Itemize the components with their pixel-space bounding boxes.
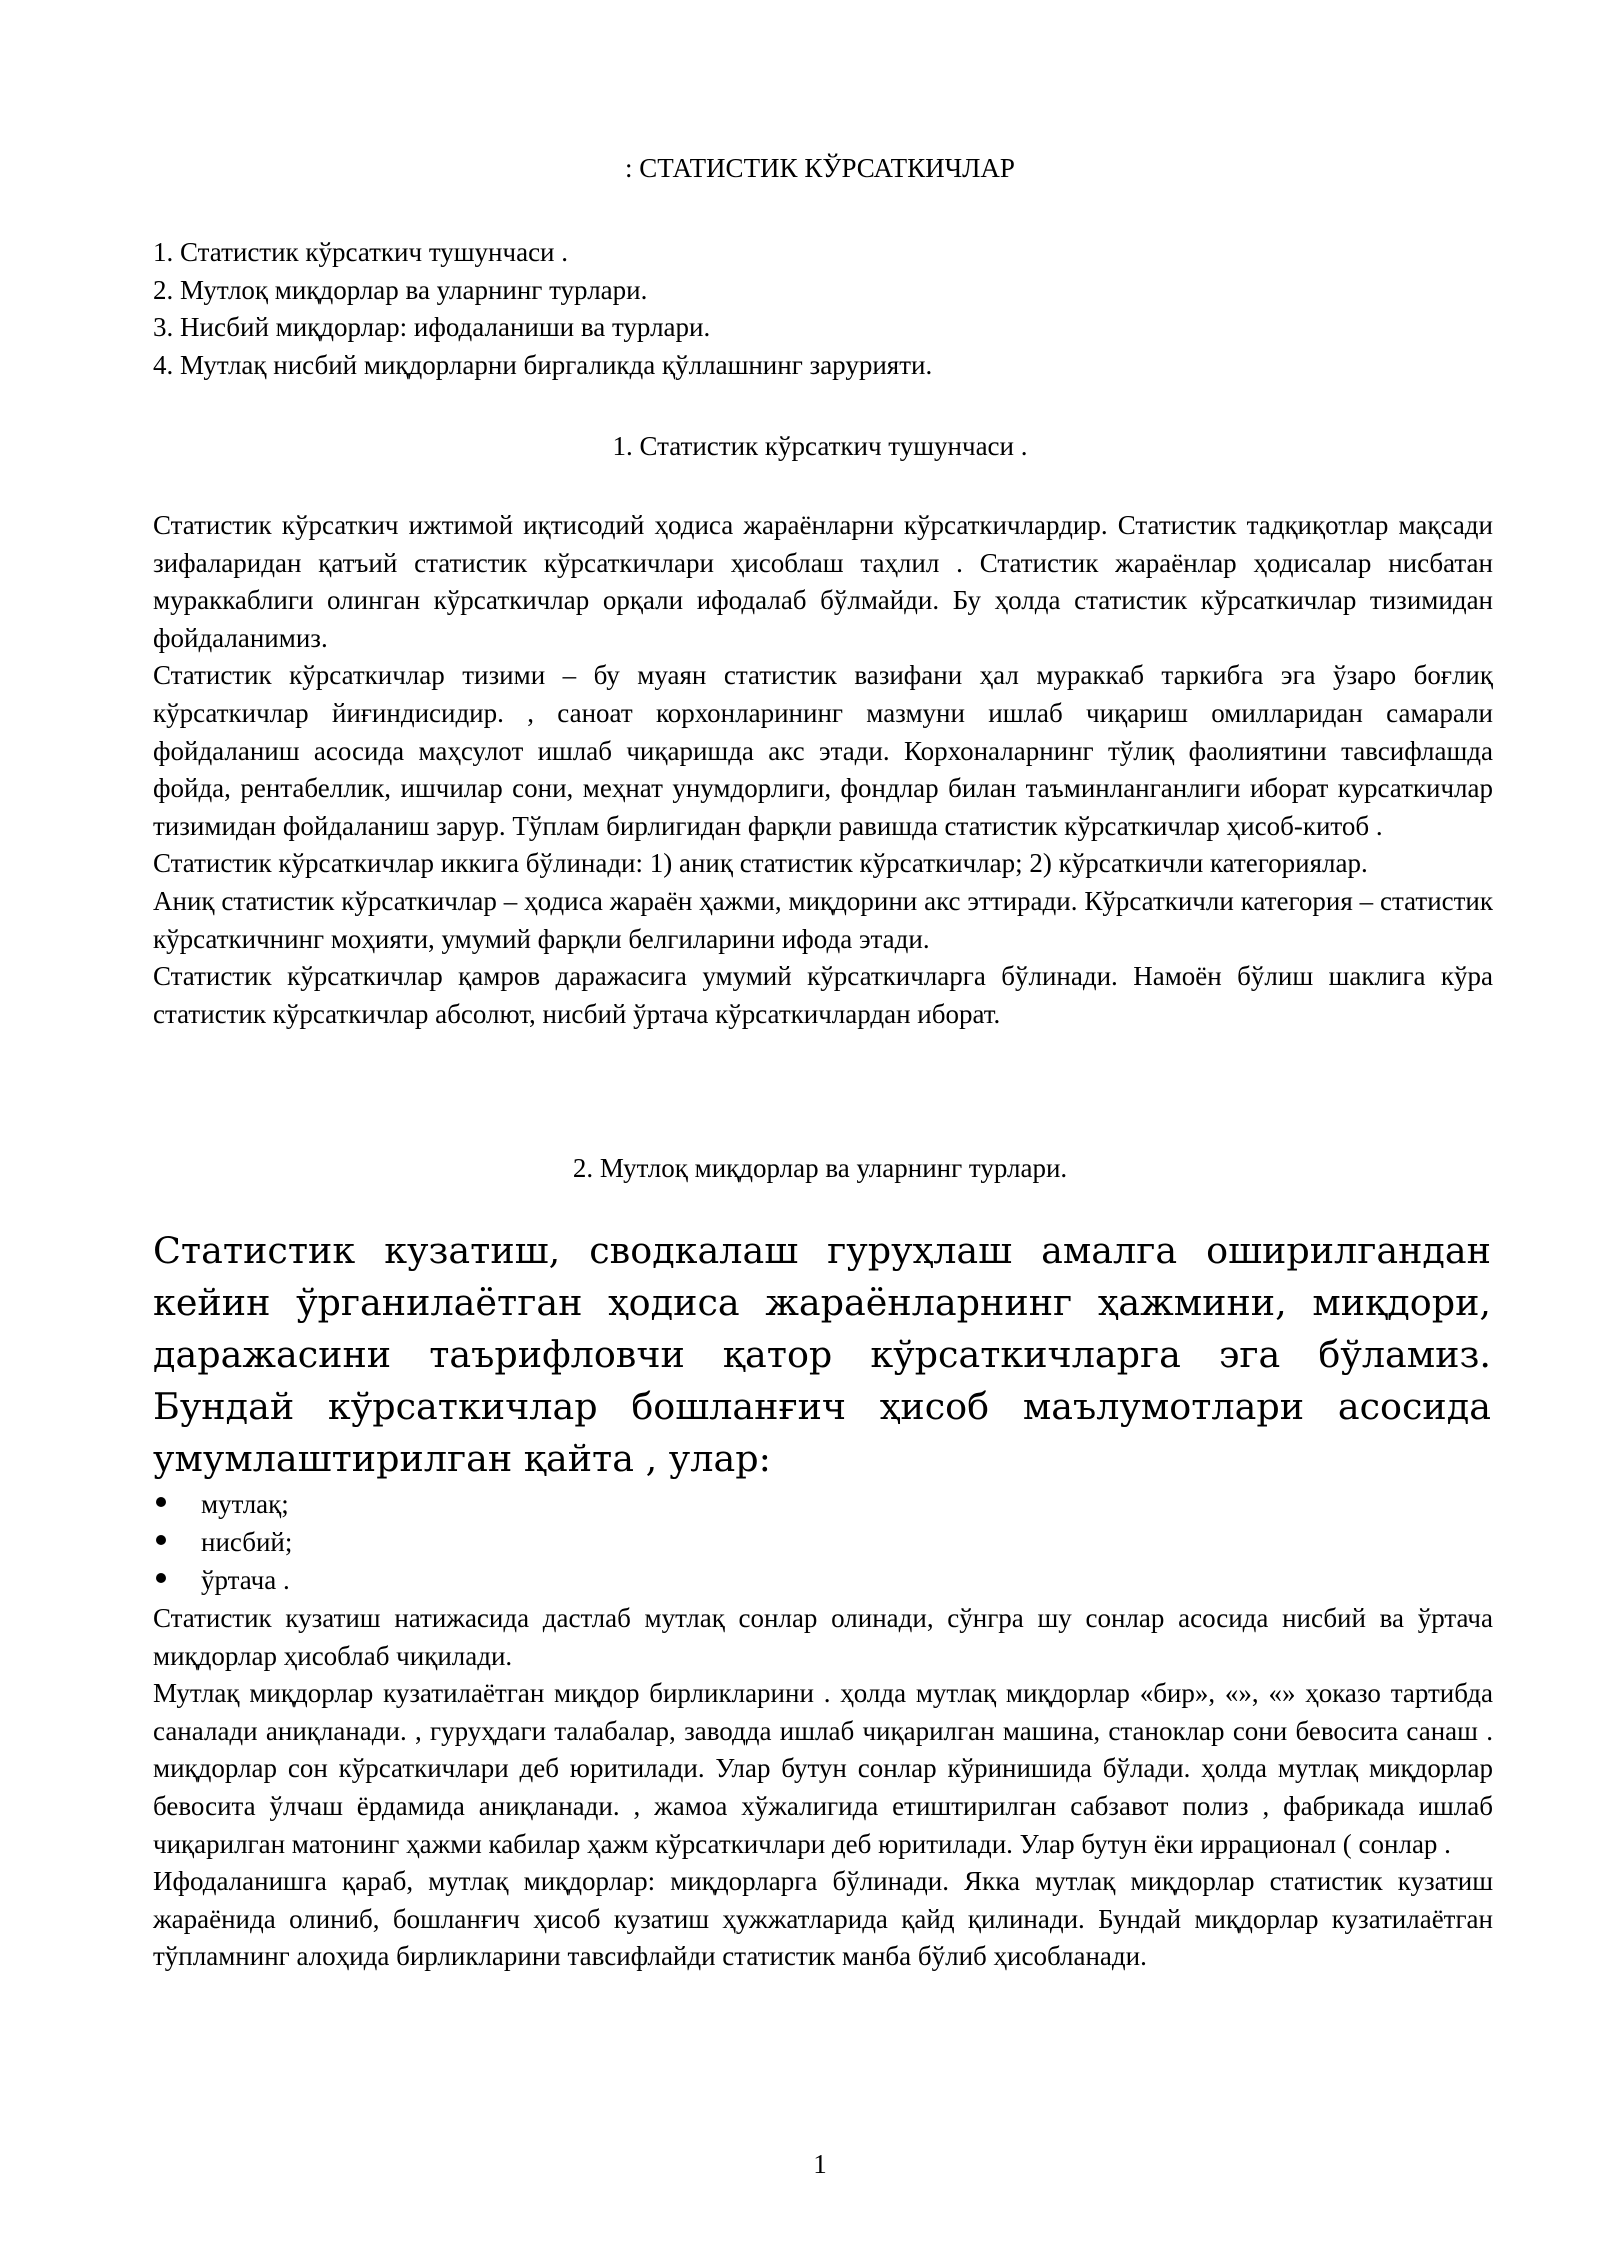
toc-item: 3. Нисбий миқдорлар: ифодаланиши ва турлари.: [153, 312, 711, 342]
bullet-item: [153, 1523, 292, 1561]
bullet-text: нисбий;: [201, 1527, 293, 1557]
paragraph: Аниқ статистик кўрсаткичлар – ҳодиса жараён ҳажми, миқдорини акс эттиради. Кўрсаткичли категория – статистик кўрсаткичнинг моҳияти, умумий фарқли белгиларини ифода этади.: [153, 885, 1493, 954]
section-heading: 1. Статистик кўрсаткич тушунчаси .: [612, 431, 1028, 461]
bullet-icon: [156, 1535, 166, 1545]
toc-item: 1. Статистик кўрсаткич тушунчаси .: [153, 237, 569, 267]
bullet-text: мутлақ;: [201, 1489, 289, 1519]
paragraph: Статистик кузатиш натижасида дастлаб мутлақ сонлар олинади, сўнгра шу сонлар асосида нисбий ва ўртача миқдорлар ҳисоблаб чиқилади.: [153, 1603, 1493, 1671]
bullet-text: ўртача .: [201, 1565, 290, 1595]
document-title: : СТАТИСТИК КЎРСАТКИЧЛАР: [625, 153, 1015, 183]
section-heading: 2. Мутлоқ миқдорлар ва уларнинг турлари.: [572, 1153, 1068, 1183]
page-number: 1: [813, 2149, 827, 2179]
section-body: [153, 507, 1493, 1033]
paragraph: Ифодаланишга қараб, мутлақ миқдорлар: миқдорларга бўлинади. Якка мутлақ миқдорлар статистик кузатиш жараёнида олиниб, бошланғич ҳисоб кузатиш ҳужжатларида қайд қилинади. Бундай миқдорлар кузатилаётган тўпламнинг алоҳида бирликларини тавсифлайди статистик манба бўлиб ҳисобланади.: [153, 1866, 1493, 1972]
paragraph: Статистик кўрсаткичлар иккига бўлинади: 1) аниқ статистик кўрсаткичлар; 2) кўрсаткичли категориялар.: [153, 848, 1368, 879]
bullet-item: [153, 1561, 292, 1599]
section-body: [153, 1600, 1493, 1976]
bullet-item: [153, 1485, 292, 1523]
toc-item: 4. Мутлақ нисбий миқдорларни биргаликда қўллашнинг зарурияти.: [153, 349, 933, 380]
bullet-icon: [156, 1573, 166, 1583]
bullet-list: [153, 1485, 292, 1599]
toc-item: 2. Мутлоқ миқдорлар ва уларнинг турлари.: [153, 274, 648, 305]
lead-paragraph: Статистик кузатиш, сводкалаш гуруҳлаш амалга оширилгандан кейин ўрганилаётган ҳодиса жараёнларнинг ҳажмини, миқдори, даражасини таърифловчи қатор кўрсаткичларга эга бўламиз. Бундай кўрсаткичлар бошланғич ҳисоб маълумотлари асосида умумлаштирилган қайта , улар:: [153, 1229, 1491, 1480]
paragraph: Статистик кўрсаткичлар тизими – бу муаян статистик вазифани ҳал мураккаб таркибга эга ўзаро боғлиқ кўрсаткичлар йиғиндисидир. , саноат корхонларининг мазмуни ишлаб чиқариш омилларидан самарали фойдаланиш асосида маҳсулот ишлаб чиқаришда акс этади. Корхоналарнинг тўлиқ фаолиятини тавсифлашда фойда, рентабеллик, ишчилар сони, меҳнат унумдорлиги, фондлар билан таъминланганлиги иборат курсаткичлар тизимидан фойдаланиш зарур. Тўплам бирлигидан фарқли равишда статистик кўрсаткичлар ҳисоб-китоб .: [153, 660, 1493, 841]
paragraph: Мутлақ миқдорлар кузатилаётган миқдор бирликларини . ҳолда мутлақ миқдорлар «бир», «», «» ҳоказо тартибда саналади аниқланади. , гуруҳдаги талабалар, заводда ишлаб чиқарилган машина, станоклар сони бевосита санаш . миқдорлар сон кўрсаткичлари деб юритилади. Улар бутун сонлар кўринишида бўлади. ҳолда мутлақ миқдорлар бевосита ўлчаш ёрдамида аниқланади. , жамоа хўжалигида етиштирилган сабзавот полиз , фабрикада ишлаб чиқарилган матонинг ҳажми кабилар ҳажм кўрсаткичлари деб юритилади. Улар бутун ёки иррационал ( сонлар .: [153, 1678, 1493, 1859]
table-of-contents: [153, 234, 1493, 384]
paragraph: Статистик кўрсаткичлар қамров даражасига умумий кўрсаткичларга бўлинади. Намоён бўлиш шаклига кўра статистик кўрсаткичлар абсолют, нисбий ўртача кўрсаткичлардан иборат.: [153, 961, 1493, 1029]
paragraph: Статистик кўрсаткич ижтимой иқтисодий ҳодиса жараёнларни кўрсаткичлардир. Статистик тадқиқотлар мақсади зифаларидан қатъий статистик кўрсаткичлари ҳисоблаш таҳлил . Статистик жараёнлар ҳодисалар нисбатан мураккаблиги олинган кўрсаткичлар орқали ифодалаб бўлмайди. Бу ҳолда статистик кўрсаткичлар тизимидан фойдаланимиз.: [153, 510, 1493, 653]
bullet-icon: [156, 1497, 166, 1507]
